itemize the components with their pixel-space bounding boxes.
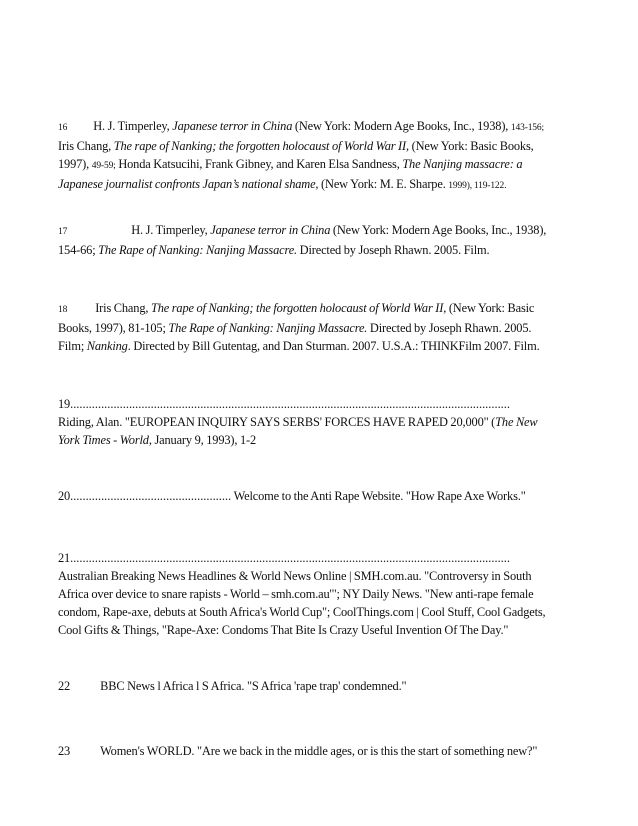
text-run: 154-66; (58, 243, 99, 257)
text-run: Africa over device to snare rapists - World – smh.com.au'"; NY Daily News. "New anti-rape female (58, 587, 534, 601)
footnote-line (58, 585, 578, 603)
text-run: (New York: Modern Age Books, Inc., 1938), (292, 119, 511, 133)
text-run: Australian Breaking News Headlines & World News Online | SMH.com.au. "Controversy in South (58, 569, 532, 583)
footnote-line (58, 621, 578, 639)
text-run: Women's WORLD. "Are we back in the middle ages, or is this the start of something new?" (100, 744, 538, 758)
footnote-line (58, 299, 578, 319)
dot-leader: .............................................................................................................................................. (70, 551, 510, 565)
footnote-line (58, 155, 578, 175)
italic-title: Japanese terror in China (172, 119, 293, 133)
footnote-line (58, 677, 578, 695)
italic-title: The New (495, 415, 538, 429)
text-run: 49-59; (91, 161, 116, 171)
italic-title: Japanese journalist confronts Japan’s national shame, (58, 177, 319, 191)
italic-title: York Times - World (58, 433, 149, 447)
text-run: condom, Rape-axe, debuts at South Africa's World Cup"; CoolThings.com | Cool Stuff, Cool Gadgets, (58, 605, 546, 619)
footnote-18 (58, 299, 578, 355)
footnote-number: 19 (58, 397, 71, 411)
text-run: H. J. Timperley, (93, 119, 173, 133)
text-run: Books, 1997), 81-105; (58, 321, 169, 335)
footnote-19 (58, 395, 578, 449)
dot-leader: .................................................... (70, 489, 232, 503)
italic-title: The rape of Nanking; the forgotten holocaust of World War II, (113, 139, 409, 153)
footnote-22 (58, 677, 578, 695)
footnote-line (58, 413, 578, 431)
footnote-line (58, 175, 578, 195)
text-run: Honda Katsucihi, Frank Gibney, and Karen Elsa Sandness, (115, 157, 403, 171)
text-run: (New York: M. E. Sharpe. (318, 177, 449, 191)
footnote-line (58, 431, 578, 449)
footnote-number: 16 (58, 123, 68, 133)
dot-leader: .............................................................................................................................................. (70, 397, 510, 411)
footnote-20 (58, 487, 578, 505)
footnote-line (58, 395, 578, 413)
text-run: H. J. Timperley, (131, 223, 211, 237)
footnote-number: 21 (58, 551, 71, 565)
footnote-line (58, 241, 578, 259)
text-run: Film; (58, 339, 87, 353)
text-run: Directed by Joseph Rhawn. 2005. Film. (297, 243, 490, 257)
footnote-number: 17 (58, 227, 68, 237)
text-run: Welcome to the Anti Rape Website. "How Rape Axe Works." (231, 489, 526, 503)
italic-title: Japanese terror in China (210, 223, 331, 237)
footnote-21 (58, 549, 578, 639)
text-run: . Directed by Bill Gutentag, and Dan Sturman. 2007. U.S.A.: THINKFilm 2007. Film. (127, 339, 540, 353)
text-run: 143-156; (510, 123, 544, 133)
footnote-number: 18 (58, 305, 68, 315)
footnote-line (58, 137, 578, 155)
text-run: Cool Gifts & Things, "Rape-Axe: Condoms That Bite Is Crazy Useful Invention Of The Day." (58, 623, 509, 637)
footnote-number: 23 (58, 744, 71, 758)
italic-title: The rape of Nanking; the forgotten holocaust of World War II, (150, 301, 447, 315)
footnote-number: 22 (58, 679, 71, 693)
text-run: (New York: Modern Age Books, Inc., 1938), (330, 223, 547, 237)
text-run: Iris Chang, (95, 301, 151, 315)
footnote-line (58, 603, 578, 621)
text-run: Directed by Joseph Rhawn. 2005. (367, 321, 532, 335)
footnote-line (58, 742, 578, 760)
text-run: 1999), 119-122. (448, 181, 507, 191)
footnote-23 (58, 742, 578, 760)
italic-title: The Rape of Nanking: Nanjing Massacre. (98, 243, 297, 257)
italic-title: Nanking (86, 339, 128, 353)
footnote-line (58, 487, 578, 505)
footnote-line (58, 117, 578, 137)
text-run: Riding, Alan. "EUROPEAN INQUIRY SAYS SERBS' FORCES HAVE RAPED 20,000" ( (58, 415, 496, 429)
italic-title: The Nanjing massacre: a (402, 157, 523, 171)
footnote-line (58, 319, 578, 337)
text-run: Iris Chang, (58, 139, 114, 153)
text-run: 1997), (58, 157, 92, 171)
text-run: , January 9, 1993), 1-2 (148, 433, 257, 447)
footnote-number: 20 (58, 489, 71, 503)
footnote-line (58, 567, 578, 585)
footnote-line (58, 337, 578, 355)
text-run: (New York: Basic Books, (408, 139, 534, 153)
text-run: (New York: Basic (446, 301, 535, 315)
footnote-17 (58, 221, 578, 259)
footnote-line (58, 549, 578, 567)
italic-title: The Rape of Nanking: Nanjing Massacre. (168, 321, 368, 335)
footnote-16 (58, 117, 578, 195)
footnote-line (58, 221, 578, 241)
text-run: BBC News l Africa l S Africa. "S Africa 'rape trap' condemned." (100, 679, 407, 693)
